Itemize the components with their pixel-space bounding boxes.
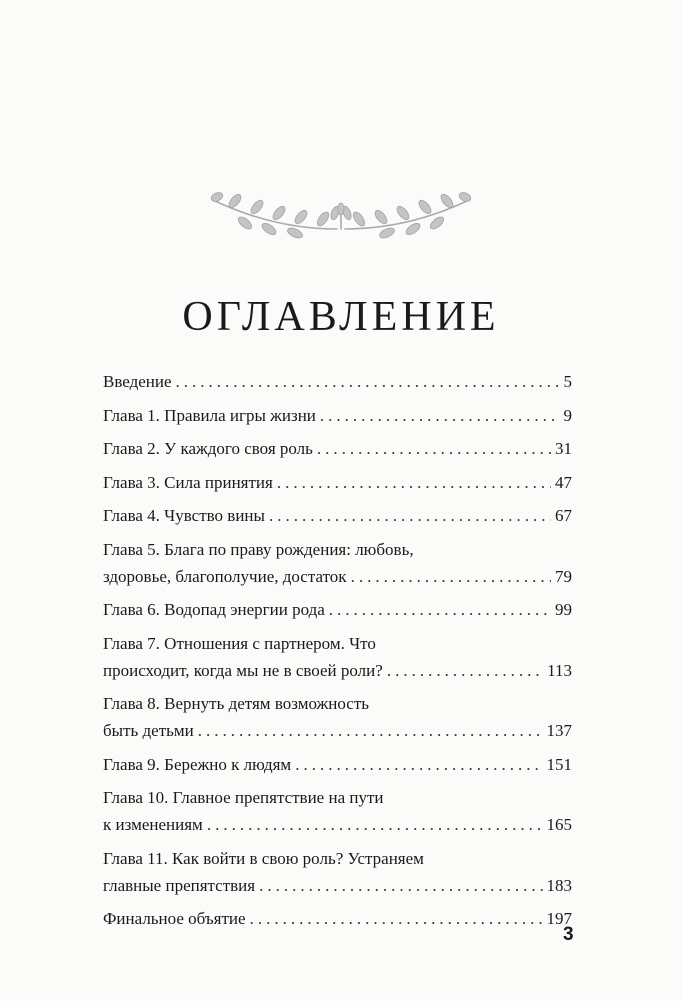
toc-page-number: 151 [546,754,572,774]
toc-page-number: 183 [546,875,572,895]
dot-leader [176,368,560,395]
dot-leader [387,657,543,684]
dot-leader [277,469,551,496]
toc-page-number: 137 [546,721,572,740]
toc-entry[interactable] [103,905,572,932]
toc-page-number: 79 [555,566,572,586]
toc-entry-title-continued: здоровье, благополучие, достаток [103,566,347,586]
toc-entry[interactable] [103,596,572,623]
dot-leader [207,811,543,838]
toc-entry-title: Глава 5. Блага по праву рождения: любовь, [103,539,414,559]
dot-leader [351,563,551,590]
toc-entry-title: Глава 4. Чувство вины [103,506,265,525]
toc-entry[interactable] [103,435,572,462]
toc-entry-title-continued: быть детьми [103,721,194,740]
toc-entry[interactable] [103,751,572,778]
toc-entry-title: Глава 2. У каждого своя роль [103,439,313,458]
toc-entry-title: Глава 10. Главное препятствие на пути [103,788,384,807]
toc-entry-title: Глава 6. Водопад энергии рода [103,600,325,619]
toc-entry-title: Глава 1. Правила игры жизни [103,405,316,425]
toc-entry[interactable] [103,469,572,496]
toc-entry[interactable] [103,368,572,395]
table-of-contents [103,368,572,939]
dot-leader [295,751,542,778]
toc-page-number: 31 [555,439,572,458]
toc-page-number: 5 [563,372,572,391]
toc-entry-title: Глава 7. Отношения с партнером. Что [103,633,376,653]
laurel-branch-ornament-icon [205,185,477,241]
toc-entry[interactable] [103,536,572,590]
page-title: ОГЛАВЛЕНИЕ [182,294,500,340]
toc-page-number: 9 [563,405,572,425]
toc-entry[interactable] [103,845,572,899]
toc-page-number: 67 [555,506,572,525]
toc-page-number: 47 [555,472,572,492]
toc-page-number: 165 [546,815,572,834]
toc-entry[interactable] [103,402,572,429]
dot-leader [198,717,543,744]
dot-leader [269,502,551,529]
dot-leader [250,905,543,932]
toc-entry-title: Введение [103,372,172,391]
toc-entry[interactable] [103,630,572,684]
toc-entry-title: Финальное объятие [103,909,246,928]
dot-leader [320,402,560,429]
page-number: 3 [563,924,574,945]
dot-leader [259,872,542,899]
toc-page-number: 197 [546,909,572,928]
toc-entry-title-continued: происходит, когда мы не в своей роли? [103,660,383,680]
toc-entry-title: Глава 3. Сила принятия [103,472,273,492]
toc-entry-title: Глава 8. Вернуть детям возможность [103,694,370,713]
toc-entry-title-continued: главные препятствия [103,875,256,895]
dot-leader [317,435,551,462]
toc-entry-title-continued: к изменениям [103,815,203,834]
toc-entry[interactable] [103,502,572,529]
toc-entry-title: Глава 9. Бережно к людям [103,754,292,774]
toc-entry[interactable] [103,784,572,838]
dot-leader [329,596,551,623]
toc-page-number: 113 [547,660,572,680]
toc-entry[interactable] [103,690,572,744]
toc-page-number: 99 [555,600,572,619]
toc-entry-title: Глава 11. Как войти в свою роль? Устраняем [103,848,424,868]
